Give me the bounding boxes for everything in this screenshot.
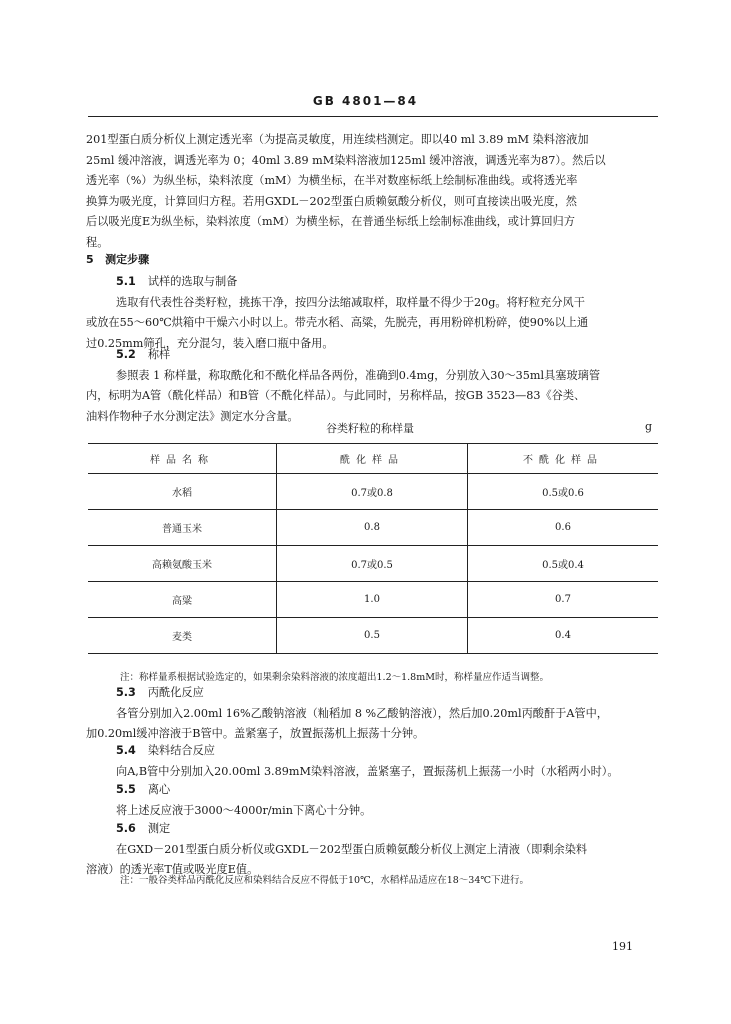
section-5-2 — [86, 345, 660, 427]
subsection-title: 试样的选取与制备 — [147, 275, 238, 288]
text-line: 或放在55～60℃烘箱中干燥六小时以上。带壳水稻、高粱，先脱壳，再用粉碎机粉碎，使90%以上通 — [86, 316, 589, 330]
table-cell: 0.7或0.5 — [277, 546, 468, 582]
section-title: 测定步骤 — [105, 253, 150, 266]
table-cell: 水稻 — [88, 474, 277, 510]
subsection-heading — [86, 819, 660, 840]
intro-paragraph — [86, 130, 660, 254]
text-line: 将上述反应液于3000～4000r/min下离心十分钟。 — [116, 803, 372, 817]
table-cell: 普通玉米 — [88, 510, 277, 546]
table-cell: 0.7 — [468, 582, 659, 618]
subsection-title: 称样 — [147, 348, 171, 361]
table-cell: 高赖氨酸玉米 — [88, 546, 277, 582]
subsection-title: 离心 — [147, 783, 171, 796]
table-cell: 0.7或0.8 — [277, 474, 468, 510]
text-line: 向A,B管中分别加入20.00ml 3.89mM染料溶液，盖紧塞子，置振荡机上振荡一小时（水稻两小时）。 — [116, 764, 619, 778]
table-cell: 1.0 — [277, 582, 468, 618]
subsection-title: 染料结合反应 — [147, 744, 215, 757]
text-line: 201型蛋白质分析仪上测定透光率（为提高灵敏度，用连续档测定。即以40 ml 3.89 mM 染料溶液加 — [86, 133, 589, 146]
note-text: 注：称样量系根据试验选定的，如果剩余染料溶液的浓度超出1.2～1.8mM时，称样量应作适当调整。 — [120, 672, 549, 683]
table-title: 谷类籽粒的称样量 — [326, 422, 414, 435]
text-line: 过0.25mm筛孔，充分混匀，装入磨口瓶中备用。 — [86, 336, 334, 350]
column-header: 不酰化样品 — [468, 444, 659, 474]
table-header-row — [88, 444, 658, 474]
text-line: 溶液）的透光率T值或吸光度E值。 — [86, 863, 259, 877]
table-cell: 麦类 — [88, 618, 277, 654]
section-5-4 — [86, 741, 660, 782]
section-5-heading — [86, 250, 660, 271]
column-header: 样品名称 — [88, 444, 277, 474]
text-line: 各管分别加入2.00ml 16%乙酸钠溶液（籼稻加 8 %乙酸钠溶液），然后加0.20ml丙酸酐于A管中， — [116, 706, 608, 720]
subsection-number: 5.1 — [116, 275, 136, 288]
table-cell: 0.5或0.6 — [468, 474, 659, 510]
text-line: 内，标明为A管（酰化样品）和B管（不酰化样品）。与此同时，另称样品，按GB 3523—83《谷类、 — [86, 389, 586, 403]
text-line: 油料作物种子水分测定法》测定水分含量。 — [86, 409, 299, 423]
section-number: 5 — [86, 253, 94, 266]
subsection-heading — [86, 345, 660, 366]
subsection-number: 5.2 — [116, 348, 136, 361]
text-line: 程。 — [86, 235, 109, 249]
subsection-heading — [86, 683, 660, 704]
table-cell: 0.5 — [277, 618, 468, 654]
table-row — [88, 582, 658, 618]
text-line: 参照表 1 称样量，称取酰化和不酰化样品各两份，准确到0.4mg，分别放入30～35ml具塞玻璃管 — [116, 368, 601, 382]
subsection-title: 丙酰化反应 — [147, 686, 204, 699]
section-5-3 — [86, 683, 660, 745]
page-number: 191 — [612, 940, 633, 953]
table-cell: 0.6 — [468, 510, 659, 546]
table-cell: 高粱 — [88, 582, 277, 618]
page-header: GB 4801—84 — [312, 94, 419, 108]
subsection-heading — [86, 272, 660, 293]
subsection-title: 测定 — [147, 822, 171, 835]
table-cell: 0.8 — [277, 510, 468, 546]
table-cell: 0.4 — [468, 618, 659, 654]
subsection-number: 5.6 — [116, 822, 136, 835]
section-5-1 — [86, 272, 660, 354]
subsection-heading — [86, 780, 660, 801]
text-line: 后以吸光度E为纵坐标，染料浓度（mM）为横坐标，在普通坐标纸上绘制标准曲线，或计算回归方 — [86, 215, 575, 229]
sample-weight-table — [88, 443, 658, 654]
table-row — [88, 510, 658, 546]
text-line: 换算为吸光度，计算回归方程。若用GXDL－202型蛋白质赖氨酸分析仪，则可直接读出吸光度，然 — [86, 194, 577, 208]
subsection-number: 5.5 — [116, 783, 136, 796]
table-row — [88, 474, 658, 510]
subsection-number: 5.3 — [116, 686, 136, 699]
text-line: 加0.20ml缓冲溶液于B管中。盖紧塞子，放置振荡机上振荡十分钟。 — [86, 727, 425, 741]
note-text: 注：一般谷类样品丙酰化反应和染料结合反应不得低于10℃，水稻样品适应在18～34℃下进行。 — [120, 875, 530, 886]
text-line: 选取有代表性谷类籽粒，挑拣干净，按四分法缩减取样，取样量不得少于20g。将籽粒充分风干 — [116, 295, 585, 309]
subsection-heading — [86, 741, 660, 762]
table-unit: g — [644, 420, 652, 433]
text-line: 在GXD－201型蛋白质分析仪或GXDL－202型蛋白质赖氨酸分析仪上测定上清液（即剩余染料 — [116, 842, 588, 856]
text-line: 透光率（%）为纵坐标，染料浓度（mM）为横坐标，在半对数座标纸上绘制标准曲线。或将透光率 — [86, 174, 578, 188]
table-cell: 0.5或0.4 — [468, 546, 659, 582]
table-row — [88, 618, 658, 654]
text-line: 25ml 缓冲溶液，调透光率为 0；40ml 3.89 mM染料溶液加125ml 缓冲溶液，调透光率为87）。然后以 — [86, 153, 606, 167]
table-row — [88, 546, 658, 582]
header-rule — [88, 116, 658, 117]
section-note — [120, 871, 660, 892]
column-header: 酰化样品 — [277, 444, 468, 474]
subsection-number: 5.4 — [116, 744, 136, 757]
section-5-5 — [86, 780, 660, 821]
